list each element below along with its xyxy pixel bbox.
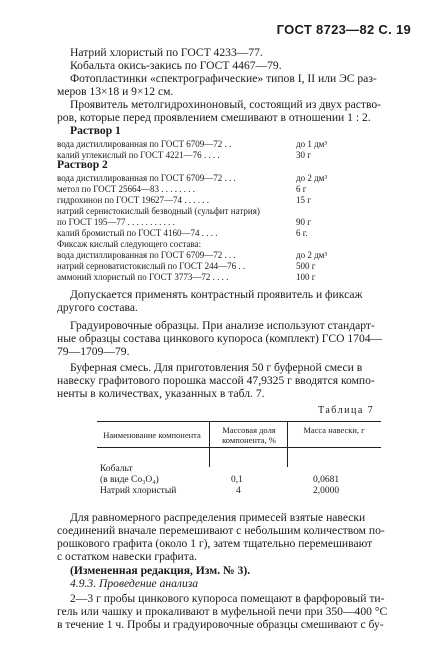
- intro-line: ров, которые перед проявлением смешивают в отношении 1 : 2.: [57, 111, 371, 124]
- paragraph-line: ненты в количествах, указанных в табл. 7.: [57, 387, 265, 400]
- solution-2-value: 6 г: [296, 184, 307, 194]
- fixer-title: Фиксаж кислый следующего состава:: [57, 239, 202, 249]
- table-cell: 2,0000: [313, 486, 340, 496]
- paragraph-line: Для равномерного распределения примесей взятые навески: [70, 511, 366, 524]
- fixer-value: 500 г: [296, 261, 316, 271]
- paragraph-line: с остатком навески графита.: [57, 550, 197, 563]
- paragraph-line: в течение 1 ч. Пробы и градуировочные образцы смешивают с бу-: [57, 618, 384, 631]
- solution-2-title: Раствор 2: [57, 158, 108, 171]
- page-header: ГОСТ 8723—82 С. 19: [276, 22, 411, 37]
- paragraph-line: другого состава.: [57, 301, 138, 314]
- paragraph-line: 2—3 г пробы цинкового купороса помещают в фарфоровый ти-: [70, 592, 385, 605]
- table-header: Масса навески, г: [303, 425, 365, 435]
- table-caption: Таблица 7: [318, 405, 375, 416]
- fixer-row: вода дистиллированная по ГОСТ 6709—72 . . .: [57, 250, 236, 260]
- solution-1-value: до 1 дм³: [296, 139, 328, 149]
- solution-2-row: натрий сернистокислый безводный (сульфит натрия): [57, 206, 260, 216]
- paragraph-line: Допускается применять контрастный проявитель и фиксаж: [70, 288, 363, 301]
- table-cell: 0,0681: [313, 475, 340, 485]
- table-cell: 0,1: [231, 475, 243, 485]
- table-header: Массовая доля компонента, %: [222, 425, 276, 445]
- intro-line: меров 13×18 и 9×12 см.: [57, 85, 174, 98]
- table-cell: Натрий хлористый: [100, 486, 177, 496]
- solution-1-title: Раствор 1: [70, 124, 121, 137]
- paragraph-line: 79—1709—79.: [57, 345, 130, 358]
- edition-note: (Измененная редакция, Изм. № 3).: [70, 564, 251, 577]
- solution-1-row: вода дистиллированная по ГОСТ 6709—72 . .: [57, 139, 232, 149]
- solution-2-value: 90 г: [296, 217, 311, 227]
- table-header: Наименование компонента: [103, 430, 201, 440]
- fixer-value: до 2 дм³: [296, 250, 328, 260]
- paragraph-line: рошкового графита (около 1 г), затем тщательно перемешивают: [57, 537, 373, 550]
- paragraph-line: навеску графитового порошка массой 47,9325 г вводятся компо-: [57, 374, 375, 387]
- solution-2-value: 6 г.: [296, 228, 308, 238]
- paragraph-line: гель или чашку и прокаливают в муфельной печи при 350—400 °С: [57, 605, 388, 618]
- fixer-value: 100 г: [296, 272, 316, 282]
- paragraph-line: Градуировочные образцы. При анализе используют стандарт-: [70, 319, 375, 332]
- solution-2-value: 15 г: [296, 195, 311, 205]
- solution-2-value: до 2 дм³: [296, 173, 328, 183]
- fixer-row: аммоний хлористый по ГОСТ 3773—72 . . . .: [57, 272, 229, 282]
- table-col-divider: [287, 421, 288, 467]
- paragraph-line: Буферная смесь. Для приготовления 50 г буферной смеси в: [70, 361, 363, 374]
- solution-2-row: вода дистиллированная по ГОСТ 6709—72 . . .: [57, 173, 236, 183]
- table-cell: Кобальт: [100, 464, 133, 474]
- intro-line: Кобальта окись-закись по ГОСТ 4467—79.: [70, 59, 282, 72]
- section-heading: 4.9.3. Проведение анализа: [70, 577, 199, 590]
- solution-2-row: метол по ГОСТ 25664—83 . . . . . . . .: [57, 184, 196, 194]
- intro-line: Натрий хлористый по ГОСТ 4233—77.: [70, 46, 263, 59]
- solution-2-row: по ГОСТ 195—77 . . . . . . . . . . .: [57, 217, 175, 227]
- solution-1-row: калий углекислый по ГОСТ 4221—76 . . . .: [57, 150, 220, 160]
- table-cell: 4: [236, 486, 241, 496]
- fixer-row: натрий серноватистокислый по ГОСТ 244—76 . .: [57, 261, 246, 271]
- solution-2-row: гидрохинон по ГОСТ 19627—74 . . . . . .: [57, 195, 209, 205]
- table-top-rule: [97, 421, 381, 422]
- solution-1-value: 30 г: [296, 150, 311, 160]
- intro-line: Фотопластинки «спектрографические» типов I, II или ЭС раз-: [70, 72, 377, 85]
- solution-2-row: калий бромистый по ГОСТ 4160—74 . . . .: [57, 228, 218, 238]
- intro-line: Проявитель метолгидрохиноновый, состоящий из двух раство-: [70, 98, 381, 111]
- table-header-rule: [97, 447, 381, 448]
- table-col-divider: [209, 421, 210, 467]
- paragraph-line: ные образцы состава цинкового купороса (комплект) ГСО 1704—: [57, 332, 383, 345]
- table-cell: (в виде Co₃O₄): [100, 475, 159, 485]
- paragraph-line: соединений вначале перемешивают с небольшим количеством по-: [57, 524, 385, 537]
